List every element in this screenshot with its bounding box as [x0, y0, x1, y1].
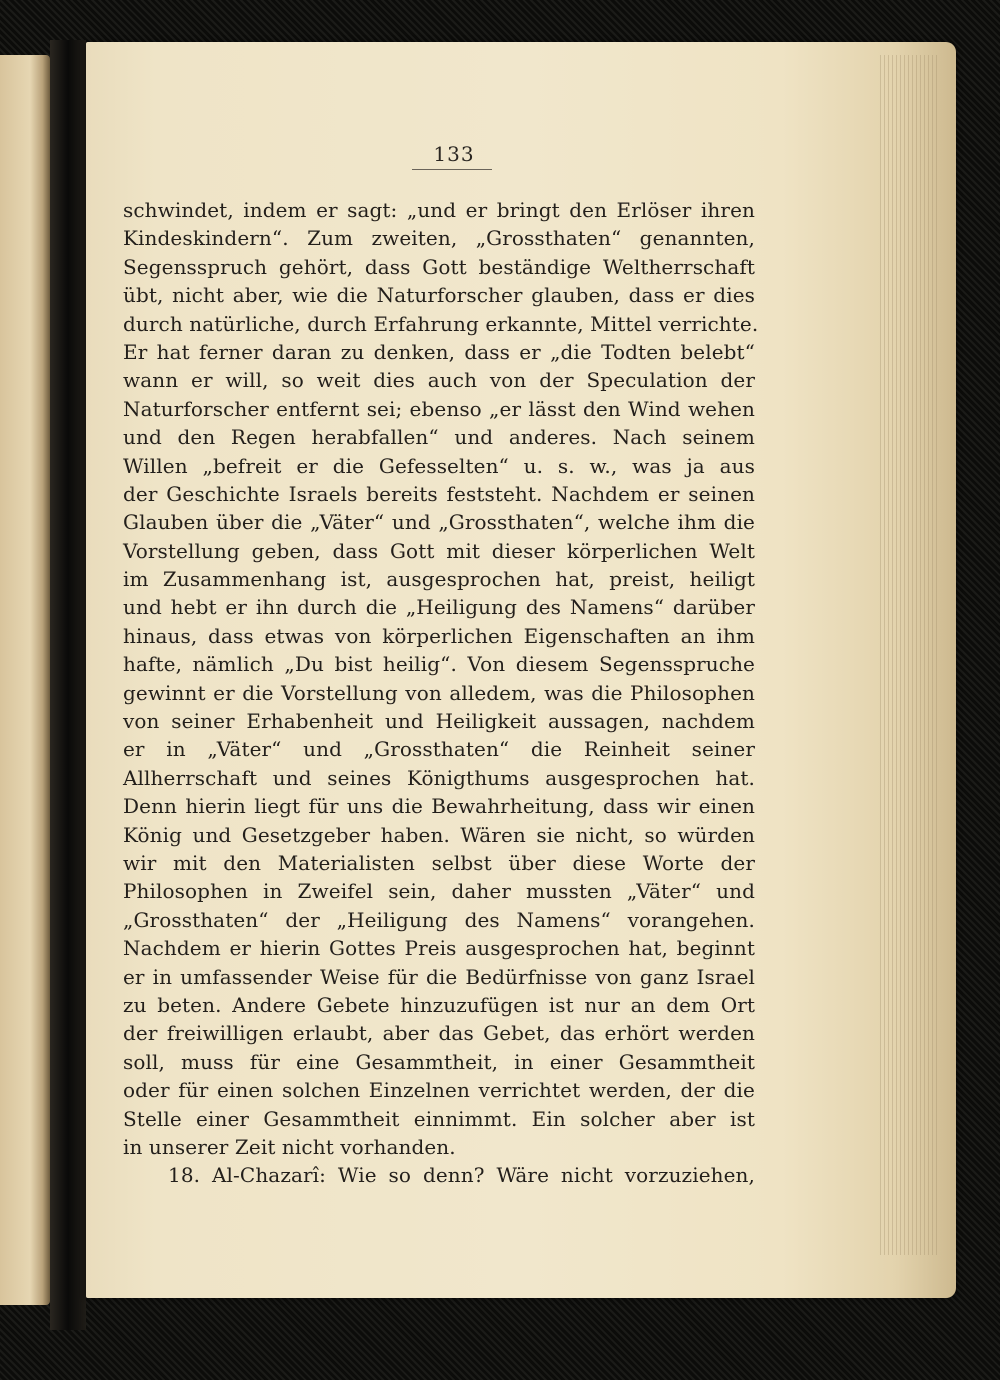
text-line: Segensspruch gehört, dass Gott beständige Weltherrschaft [123, 254, 755, 279]
text-line: Kindeskindern“. Zum zweiten, „Grossthaten“ genannten, [123, 226, 755, 251]
text-line: Nachdem er hierin Gottes Preis ausgesprochen hat, beginnt [123, 936, 755, 961]
text-line: Willen „befreit er die Gefesselten“ u. s. w., was ja aus [123, 453, 755, 478]
text-line: wann er will, so weit dies auch von der Speculation der [123, 368, 755, 393]
section-start-line: 18. Al-Chazarî: Wie so denn? Wäre nicht vorzuziehen, [168, 1163, 755, 1188]
text-line: Glauben über die „Väter“ und „Grossthaten“, welche ihm die [123, 510, 755, 535]
book-gutter [50, 40, 86, 1330]
text-line: er in „Väter“ und „Grossthaten“ die Reinheit seiner [123, 737, 755, 762]
body-text [123, 196, 759, 1190]
text-line: Allherrschaft und seines Königthums ausgesprochen hat. [123, 765, 755, 790]
text-line: in unserer Zeit nicht vorhanden. [123, 1134, 456, 1159]
text-line: zu beten. Andere Gebete hinzuzufügen ist nur an dem Ort [123, 992, 755, 1017]
text-line: der Geschichte Israels bereits feststeht. Nachdem er seinen [123, 481, 755, 506]
text-line: Er hat ferner daran zu denken, dass er „die Todten belebt“ [123, 339, 755, 364]
text-line: König und Gesetzgeber haben. Wären sie nicht, so würden [123, 822, 755, 847]
text-line: Philosophen in Zweifel sein, daher mussten „Väter“ und [123, 879, 755, 904]
text-line: übt, nicht aber, wie die Naturforscher glauben, dass er dies [123, 283, 755, 308]
text-line: hafte, nämlich „Du bist heilig“. Von diesem Segensspruche [123, 652, 755, 677]
text-line: von seiner Erhabenheit und Heiligkeit aussagen, nachdem [123, 709, 755, 734]
text-line: „Grossthaten“ der „Heiligung des Namens“ vorangehen. [123, 907, 755, 932]
text-line: durch natürliche, durch Erfahrung erkannte, Mittel verrichte. [123, 311, 759, 336]
text-line: wir mit den Materialisten selbst über diese Worte der [123, 850, 755, 875]
text-line: Stelle einer Gesammtheit einnimmt. Ein solcher aber ist [123, 1106, 755, 1131]
text-line: er in umfassender Weise für die Bedürfnisse von ganz Israel [123, 964, 755, 989]
text-line: und hebt er ihn durch die „Heiligung des Namens“ darüber [123, 595, 755, 620]
text-line: Denn hierin liegt für uns die Bewahrheitung, dass wir einen [123, 794, 755, 819]
text-line: im Zusammenhang ist, ausgesprochen hat, preist, heiligt [123, 567, 755, 592]
text-line: hinaus, dass etwas von körperlichen Eigenschaften an ihm [123, 623, 755, 648]
text-line: oder für einen solchen Einzelnen verrichtet werden, der die [123, 1078, 755, 1103]
left-page-edge [0, 55, 50, 1305]
header-rule [412, 169, 492, 170]
page-number: 133 [433, 142, 475, 166]
text-line: schwindet, indem er sagt: „und er bringt den Erlöser ihren [123, 198, 755, 222]
text-line: gewinnt er die Vorstellung von alledem, was die Philosophen [123, 680, 755, 705]
text-line: soll, muss für eine Gesammtheit, in einer Gesammtheit [123, 1049, 755, 1074]
text-line: und den Regen herabfallen“ und anderes. Nach seinem [123, 425, 755, 450]
text-line: Vorstellung geben, dass Gott mit dieser körperlichen Welt [123, 538, 755, 563]
text-line: der freiwilligen erlaubt, aber das Gebet, das erhört werden [123, 1021, 755, 1046]
text-line: Naturforscher entfernt sei; ebenso „er lässt den Wind wehen [123, 396, 755, 421]
